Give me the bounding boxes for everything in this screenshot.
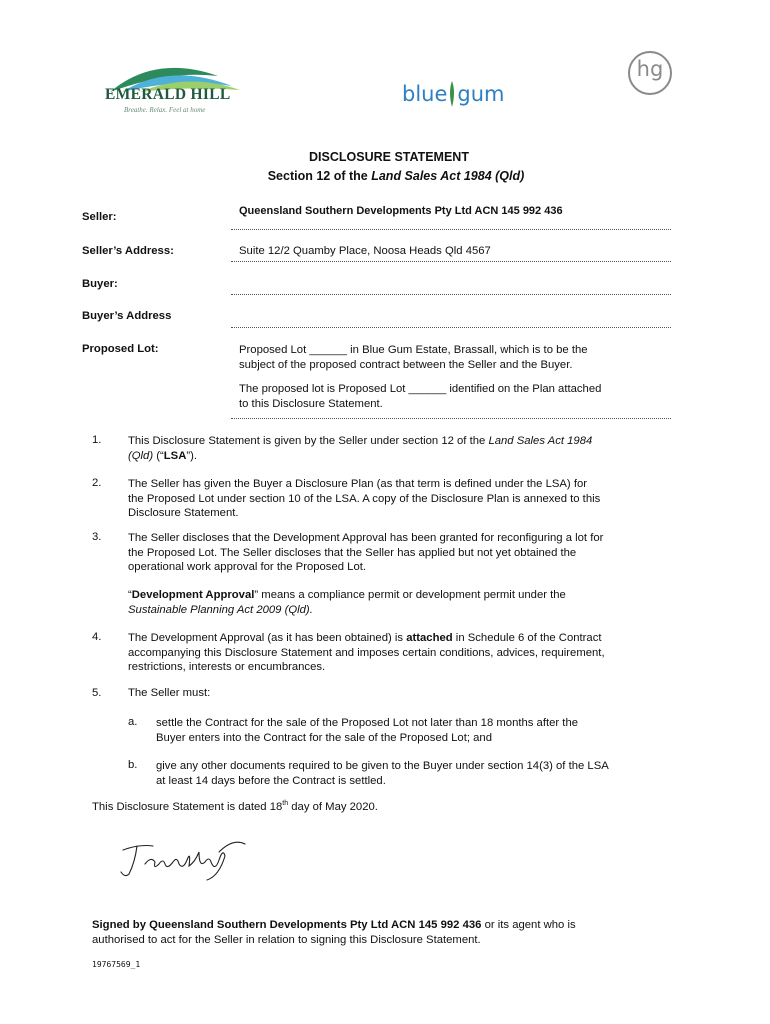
document-reference: 19767569_1 bbox=[92, 960, 141, 969]
definition-quote: “ bbox=[128, 589, 132, 601]
emerald-hill-tagline: Breathe. Relax. Feel at home bbox=[124, 106, 206, 114]
hg-logo bbox=[627, 50, 673, 96]
clause-5-intro: The Seller must: bbox=[128, 687, 211, 699]
seller-address-label: Seller’s Address: bbox=[82, 245, 174, 257]
hg-text: hg bbox=[636, 57, 664, 81]
clause-2-line: The Seller has given the Buyer a Disclosure Plan (as that term is defined under the LSA) for bbox=[128, 478, 588, 490]
clause-5a-line: Buyer enters into the Contract for the sale of the Proposed Lot; and bbox=[156, 731, 492, 744]
document-title: DISCLOSURE STATEMENT bbox=[309, 150, 469, 164]
clause-5b-line: give any other documents required to be given to the Buyer under section 14(3) of the LSA bbox=[156, 760, 609, 772]
signed-by-text: or its agent who is bbox=[481, 919, 576, 931]
clause-5a-line: settle the Contract for the sale of the Proposed Lot not later than 18 months after the bbox=[156, 717, 579, 729]
clause-2-line: the Proposed Lot under section 10 of the LSA. A copy of the Disclosure Plan is annexed to this bbox=[128, 492, 601, 505]
proposed-lot-line: to this Disclosure Statement. bbox=[239, 397, 383, 410]
clause-4-number: 4. bbox=[92, 631, 102, 643]
seller-label: Seller: bbox=[82, 211, 117, 223]
clause-4-line: accompanying this Disclosure Statement and imposes certain conditions, advices, requirement, bbox=[128, 646, 605, 659]
subtitle-act: Land Sales Act 1984 (Qld) bbox=[371, 169, 525, 183]
clause-5b-label: b. bbox=[128, 759, 138, 771]
clause-5a-label: a. bbox=[128, 716, 138, 728]
buyer-address-underline bbox=[231, 327, 671, 328]
definition-act: Sustainable Planning Act 2009 (Qld). bbox=[128, 603, 313, 616]
signature bbox=[115, 832, 255, 882]
seller-value: Queensland Southern Developments Pty Ltd ACN 145 992 436 bbox=[239, 205, 563, 217]
clause-2 bbox=[128, 477, 676, 521]
clause-4-attached: attached bbox=[406, 632, 453, 644]
clause-5a bbox=[156, 716, 676, 745]
bluegum-text-gum: gum bbox=[457, 82, 505, 106]
proposed-lot-line: subject of the proposed contract between the Seller and the Buyer. bbox=[239, 358, 573, 371]
bluegum-logo bbox=[402, 80, 505, 110]
buyer-underline bbox=[231, 294, 671, 295]
clause-4 bbox=[128, 631, 683, 675]
clause-4-line: restrictions, interests or encumbrances. bbox=[128, 661, 326, 673]
clause-1-text: (“ bbox=[153, 449, 164, 462]
proposed-lot-underline bbox=[231, 418, 671, 419]
emerald-hill-name: EMERALD HILL bbox=[105, 86, 231, 103]
clause-4-text: The Development Approval (as it has been obtained) is bbox=[128, 632, 407, 644]
dated-statement bbox=[92, 800, 378, 813]
emerald-hill-logo bbox=[100, 56, 245, 120]
clause-3-line: operational work approval for the Proposed Lot. bbox=[128, 561, 367, 573]
buyer-label: Buyer: bbox=[82, 278, 118, 290]
dated-text: This Disclosure Statement is dated 18 bbox=[92, 800, 283, 813]
buyer-address-label: Buyer’s Address bbox=[82, 310, 172, 322]
clause-2-line: Disclosure Statement. bbox=[128, 507, 239, 519]
subtitle-prefix: Section 12 of the bbox=[267, 169, 372, 183]
gum-leaf-icon bbox=[448, 80, 456, 108]
signed-by-line: authorised to act for the Seller in relation to signing this Disclosure Statement. bbox=[92, 933, 481, 946]
clause-5b-line: at least 14 days before the Contract is settled. bbox=[156, 774, 386, 787]
seller-address-underline bbox=[231, 261, 671, 262]
signed-by-entity: Signed by Queensland Southern Developments Pty Ltd ACN 145 992 436 bbox=[92, 919, 482, 931]
seller-address-value: Suite 12/2 Quamby Place, Noosa Heads Qld 4567 bbox=[239, 245, 491, 257]
clause-1-text: ”). bbox=[186, 449, 198, 462]
clause-2-number: 2. bbox=[92, 477, 102, 489]
clause-3 bbox=[128, 531, 676, 575]
document-subtitle bbox=[0, 169, 770, 183]
proposed-lot-line: The proposed lot is Proposed Lot ______ identified on the Plan attached bbox=[239, 383, 602, 395]
clause-1 bbox=[128, 434, 676, 463]
dated-text: day of May 2020. bbox=[288, 800, 378, 813]
clause-3-number: 3. bbox=[92, 531, 102, 543]
clause-5-number: 5. bbox=[92, 687, 102, 699]
clause-5b bbox=[156, 759, 676, 788]
clause-4-text: in Schedule 6 of the Contract bbox=[452, 632, 602, 644]
clause-1-number: 1. bbox=[92, 434, 102, 446]
proposed-lot-label: Proposed Lot: bbox=[82, 343, 159, 355]
proposed-lot-line: Proposed Lot ______ in Blue Gum Estate, Brassall, which is to be the bbox=[239, 344, 588, 356]
lsa-defined-term: LSA bbox=[163, 449, 187, 462]
signed-by-statement bbox=[92, 918, 682, 947]
clause-1-text: This Disclosure Statement is given by the Seller under section 12 of the bbox=[128, 435, 489, 447]
clause-1-act-qld: (Qld) bbox=[128, 449, 154, 462]
clause-1-act: Land Sales Act 1984 bbox=[488, 435, 593, 447]
proposed-lot-text bbox=[239, 343, 679, 411]
clause-3-line: The Seller discloses that the Development Approval has been granted for reconfiguring a lot for bbox=[128, 532, 604, 544]
definition-text: ” means a compliance permit or development permit under the bbox=[254, 589, 566, 601]
clause-3-line: the Proposed Lot. The Seller discloses that the Seller has applied but not yet obtained the bbox=[128, 546, 577, 559]
bluegum-text-blue: blue bbox=[402, 82, 448, 106]
dated-ordinal: th bbox=[282, 800, 289, 807]
development-approval-definition bbox=[128, 588, 676, 617]
seller-underline bbox=[231, 229, 671, 230]
definition-term: Development Approval bbox=[131, 589, 255, 601]
